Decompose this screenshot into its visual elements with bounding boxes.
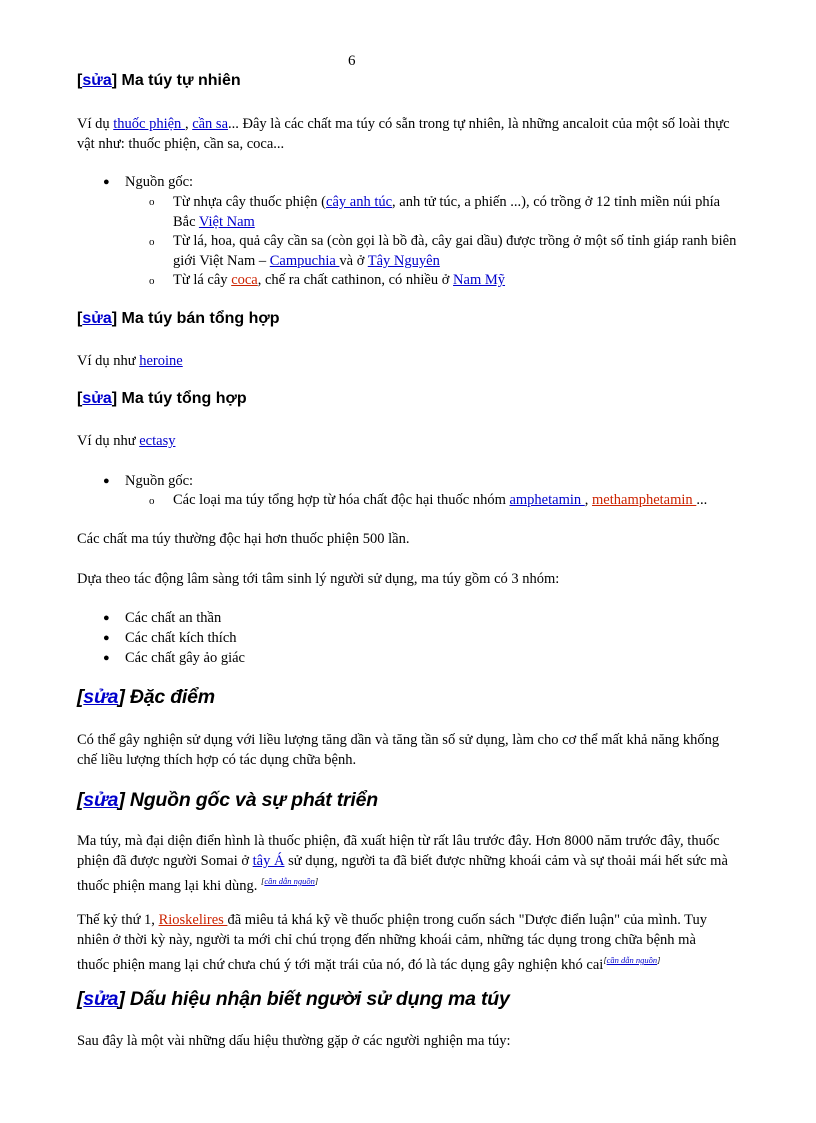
intro-paragraph-line2: vật như: thuốc phiện, cần sa, coca... (77, 136, 285, 152)
sub-bullet: o (149, 275, 155, 287)
link-tay-nguyen[interactable]: Tây Nguyên (367, 253, 440, 269)
heading-dac-diem: [sửa] Đặc điểm (77, 686, 215, 708)
origin-item-2-line2: giới Việt Nam – Campuchia và ở Tây Nguyên (173, 253, 440, 269)
heading-ma-tuy-tu-nhien: [sửa] Ma túy tự nhiên (77, 72, 241, 89)
example-ectasy: Ví dụ như ectasy (77, 433, 176, 449)
edit-link[interactable]: sửa (83, 789, 119, 811)
intro-paragraph: Ví dụ thuốc phiện , cần sa... Đây là các chất ma túy có sẵn trong tự nhiên, là những ancaloit của một số loài thực (77, 116, 730, 132)
origin-item-1-line2: Bắc Việt Nam (173, 214, 255, 230)
edit-link[interactable]: sửa (83, 686, 119, 708)
bullet-dot: ● (103, 632, 110, 644)
link-methamphetamin[interactable]: methamphetamin (592, 492, 697, 508)
history-p2-line1: Thế kỷ thứ 1, Rioskelires đã miêu tả khá kỹ về thuốc phiện trong cuốn sách "Dược điển luận" của mình. Tuy (77, 912, 708, 928)
groups-intro: Dựa theo tác động lâm sàng tới tâm sinh lý người sử dụng, ma túy gồm có 3 nhóm: (77, 571, 560, 587)
edit-link[interactable]: sửa (82, 310, 112, 327)
citation-link[interactable]: cần dẫn nguồn (264, 876, 315, 886)
bullet-dot: ● (103, 176, 110, 188)
origin-label-2: Nguồn gốc: (125, 473, 194, 489)
sub-bullet: o (149, 495, 155, 507)
history-p1-line1: Ma túy, mà đại diện điển hình là thuốc phiện, đã xuất hiện từ rất lâu trước đây. Hơn 8000 năm trước đây, thuốc (77, 833, 720, 849)
heading-ma-tuy-tong-hop: [sửa] Ma túy tổng hợp (77, 390, 247, 407)
page-number: 6 (348, 53, 356, 69)
bullet-dot: ● (103, 475, 110, 487)
origin-item-1: Từ nhựa cây thuốc phiện (cây anh túc, anh tử túc, a phiến ...), có trồng ở 12 tỉnh miền núi phía (173, 194, 721, 210)
history-p2-line3: thuốc phiện mang lại chứ chưa chú ý tới mặt trái của nó, đó là tác dụng gây nghiện khó cai[cần dẫn nguồn] (77, 955, 661, 973)
synthetic-origin-item: Các loại ma túy tổng hợp từ hóa chất độc hại thuốc nhóm amphetamin , methamphetamin ... (173, 492, 708, 508)
edit-link[interactable]: sửa (82, 72, 112, 89)
link-coca[interactable]: coca (231, 272, 258, 288)
origin-label: Nguồn gốc: (125, 174, 194, 190)
history-p1-line2: phiện đã được người Somai ở tây Á sử dụng, người ta đã biết được những khoái cảm và sự thoải mái hết sức mà (77, 853, 728, 869)
link-viet-nam[interactable]: Việt Nam (198, 214, 255, 230)
link-tay-a[interactable]: tây Á (252, 853, 285, 869)
link-thuoc-phien[interactable]: thuốc phiện (113, 116, 185, 132)
group-item: Các chất gây ảo giác (125, 650, 245, 666)
link-can-sa[interactable]: cần sa (192, 116, 229, 132)
characteristics-line2: chế liều lượng thích hợp có tác dụng chữa bệnh. (77, 752, 357, 768)
signs-intro: Sau đây là một vài những dấu hiệu thường gặp ở các người nghiện ma túy: (77, 1033, 511, 1049)
characteristics-line1: Có thể gây nghiện sử dụng với liều lượng tăng dần và tăng tần số sử dụng, làm cho cơ thể mất khả năng khống (77, 732, 720, 748)
link-heroine[interactable]: heroine (139, 353, 183, 369)
origin-item-3: Từ lá cây coca, chế ra chất cathinon, có nhiều ở Nam Mỹ (173, 272, 506, 288)
heading-nguon-goc: [sửa] Nguồn gốc và sự phát triển (77, 789, 378, 811)
link-amphetamin[interactable]: amphetamin (509, 492, 585, 508)
history-p2-line2: nhiên ở thời kỳ này, người ta mới chỉ chú trọng đến những khoái cảm, những tác dụng trong chữa bệnh mà (77, 932, 696, 948)
group-item: Các chất an thần (125, 610, 222, 626)
origin-item-2: Từ lá, hoa, quả cây cần sa (còn gọi là bồ đà, cây gai dầu) được trồng ở một số tỉnh giáp ranh biên (173, 233, 737, 249)
edit-link[interactable]: sửa (82, 390, 112, 407)
bullet-dot: ● (103, 612, 110, 624)
history-p1-line3: thuốc phiện mang lại khi dùng. [cần dẫn nguồn] (77, 876, 319, 894)
edit-link[interactable]: sửa (83, 988, 119, 1010)
link-cay-anh-tuc[interactable]: cây anh túc (326, 194, 393, 210)
link-rioskelires[interactable]: Rioskelires (158, 912, 228, 928)
sub-bullet: o (149, 236, 155, 248)
example-heroine: Ví dụ như heroine (77, 353, 183, 369)
citation-link[interactable]: cần dẫn nguồn (606, 955, 658, 965)
link-nam-my[interactable]: Nam Mỹ (453, 272, 506, 288)
link-ectasy[interactable]: ectasy (139, 433, 176, 449)
bullet-dot: ● (103, 652, 110, 664)
heading-dau-hieu: [sửa] Dấu hiệu nhận biết người sử dụng ma túy (77, 988, 510, 1010)
link-campuchia[interactable]: Campuchia (269, 253, 340, 269)
toxicity-paragraph: Các chất ma túy thường độc hại hơn thuốc phiện 500 lần. (77, 531, 410, 547)
heading-ma-tuy-ban-tong-hop: [sửa] Ma túy bán tổng hợp (77, 310, 280, 327)
sub-bullet: o (149, 196, 155, 208)
group-item: Các chất kích thích (125, 630, 237, 646)
